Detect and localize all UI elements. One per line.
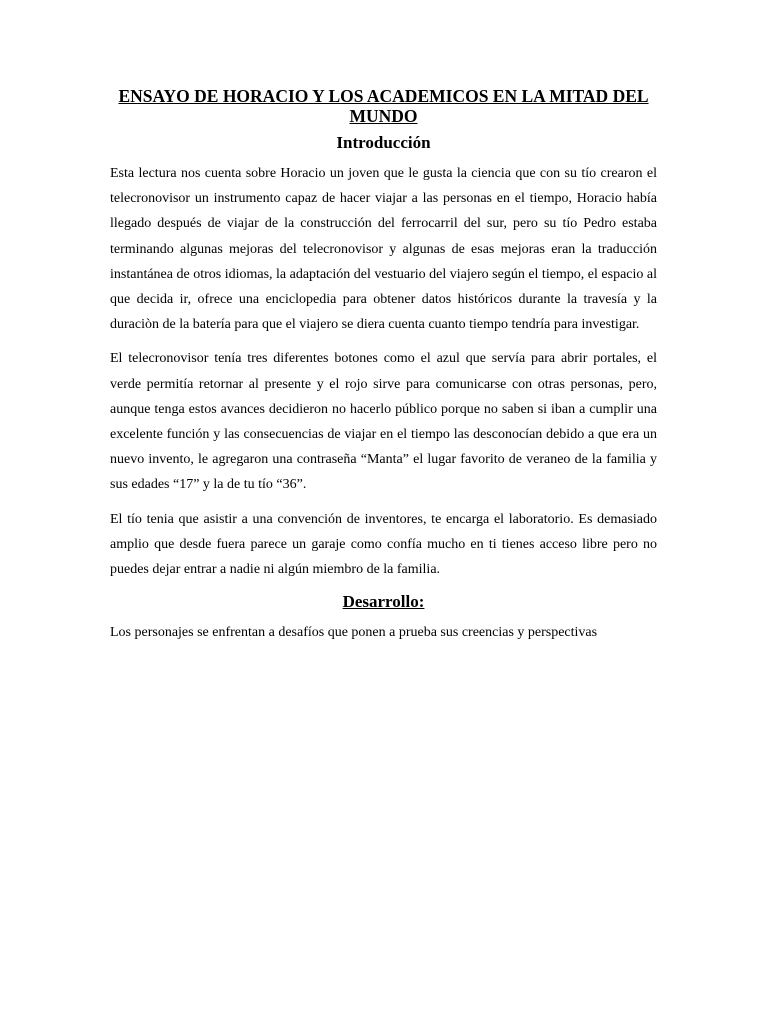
intro-paragraph-3: El tío tenia que asistir a una convención de inventores, te encarga el laboratorio. Es demasiado amplio que desde fuera parece un garaje como confía mucho en ti tienes acceso libre pero no puedes dejar entrar a nadie ni algún miembro de la familia. bbox=[110, 511, 657, 578]
intro-paragraph-1: Esta lectura nos cuenta sobre Horacio un joven que le gusta la ciencia que con su tío crearon el telecronovisor un instrumento capaz de hacer viajar a las personas en el tiempo, Horacio había llegado después de viajar de la construcción del ferrocarril del sur, pero su tío Pedro estaba terminando algunas mejoras del telecronovisor y algunas de esas mejoras eran la traducción instantánea de otros idiomas, la adaptación del vestuario del viajero según el tiempo, el espacio al que decida ir, ofrece una enciclopedia para obtener datos históricos durante la travesía y la duraciòn de la batería para que el viajero se diera cuenta cuanto tiempo tendría para investigar. bbox=[110, 166, 657, 333]
development-heading: Desarrollo: bbox=[342, 592, 425, 612]
intro-paragraph-2: El telecronovisor tenía tres diferentes botones como el azul que servía para abrir portales, el verde permitía retornar al presente y el rojo sirve para comunicarse con otras personas, pero, aunque tenga estos avances decidieron no hacerlo público porque no saben si iban a cumplir una excelente función y las consecuencias de viajar en el tiempo las desconocían debido a que era un nuevo invento, le agregaron una contraseña “Manta” el lugar favorito de veraneo de la familia y sus edades “17” y la de tu tío “36”. bbox=[110, 351, 657, 493]
development-section bbox=[110, 592, 657, 645]
intro-heading: Introducción bbox=[336, 133, 431, 152]
document-title: ENSAYO DE HORACIO Y LOS ACADEMICOS EN LA MITAD DEL MUNDO bbox=[118, 86, 649, 126]
document-body bbox=[110, 86, 657, 645]
development-paragraph: Los personajes se enfrentan a desafíos que ponen a prueba sus creencias y perspectivas bbox=[110, 625, 598, 641]
